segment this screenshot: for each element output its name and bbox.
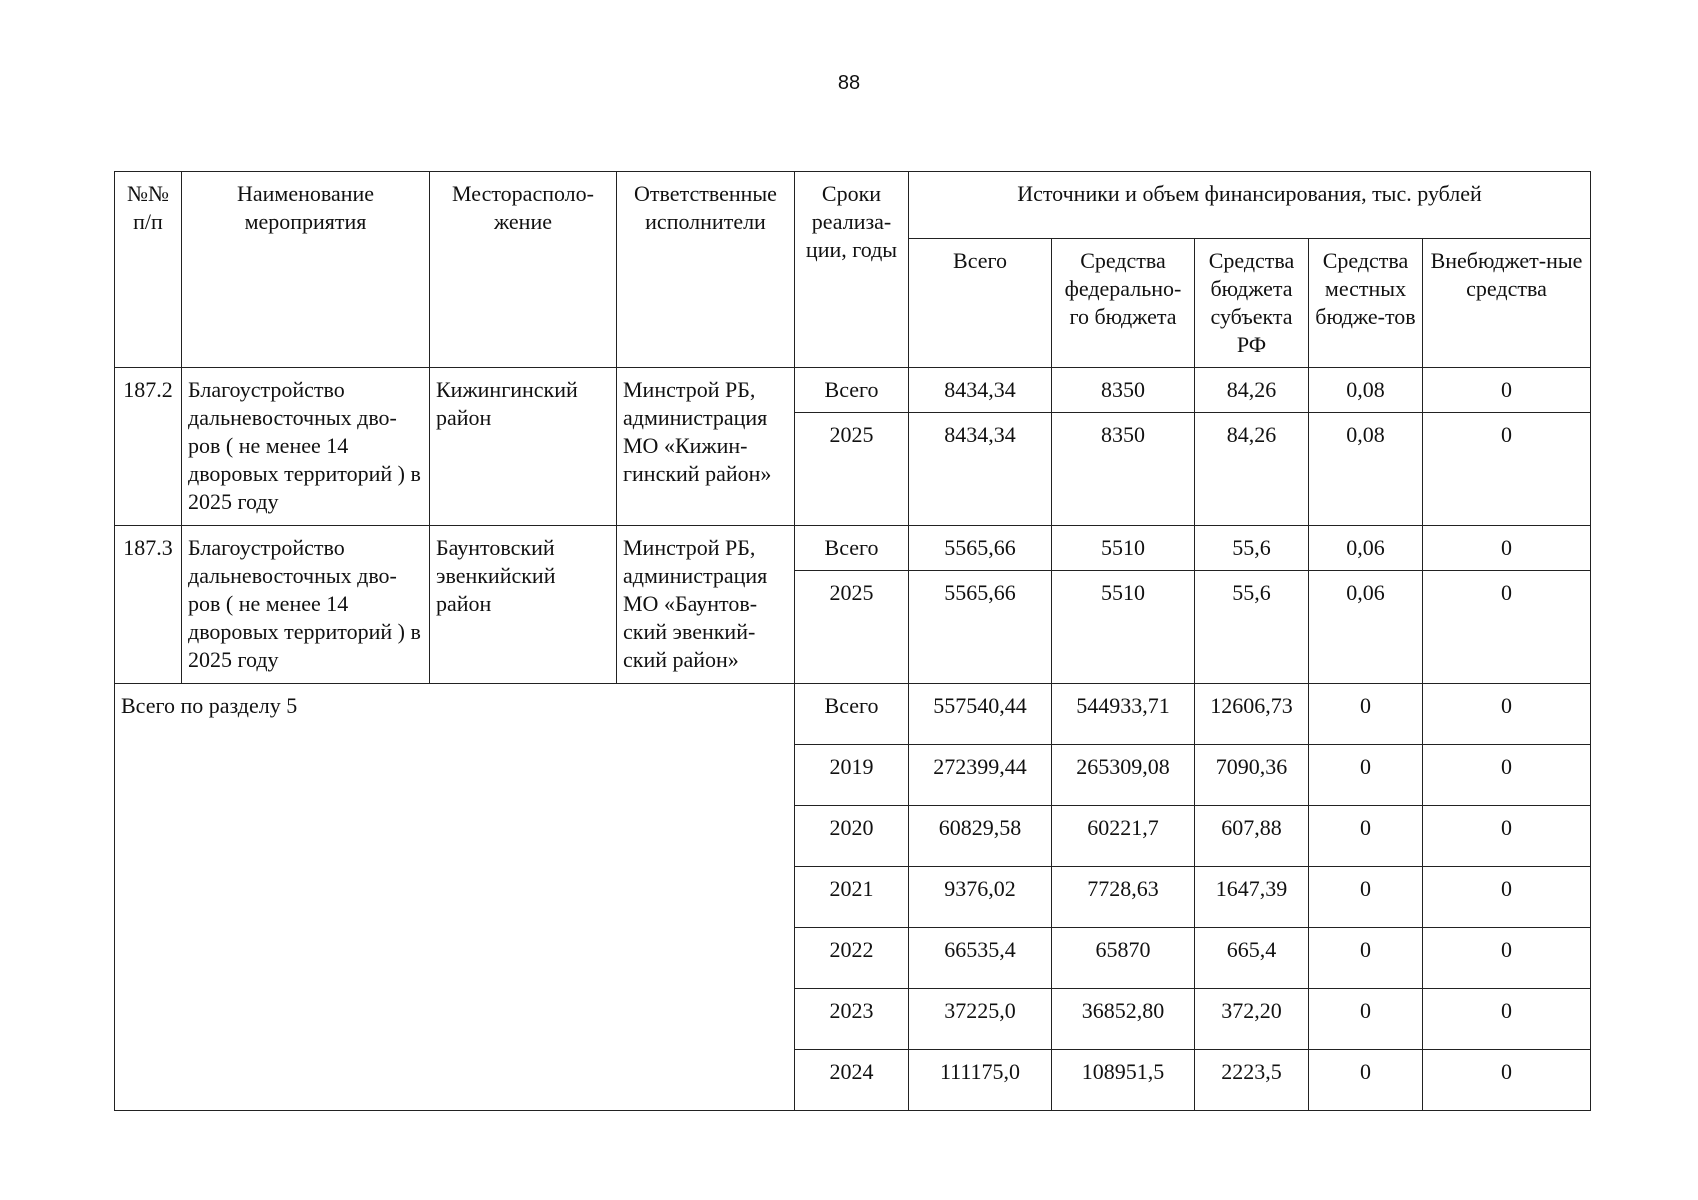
subject-cell: 55,6 <box>1195 571 1309 684</box>
item-num: 187.2 <box>115 368 182 526</box>
federal-cell: 5510 <box>1052 571 1195 684</box>
local-cell: 0 <box>1309 806 1423 867</box>
period-cell: Всего <box>795 684 909 745</box>
local-cell: 0,06 <box>1309 571 1423 684</box>
section-total-row <box>115 684 1591 745</box>
subject-cell: 55,6 <box>1195 526 1309 571</box>
item-row <box>115 368 1591 413</box>
subject-cell: 372,20 <box>1195 989 1309 1050</box>
financing-table <box>114 171 1591 1111</box>
page-number: 88 <box>837 72 861 94</box>
federal-cell: 7728,63 <box>1052 867 1195 928</box>
subject-cell: 84,26 <box>1195 368 1309 413</box>
extra-cell: 0 <box>1423 571 1591 684</box>
header-responsible: Ответственные исполнители <box>617 172 795 368</box>
item-responsible: Минстрой РБ, администрация МО «Кижин-гинский район» <box>617 368 795 526</box>
extra-cell: 0 <box>1423 368 1591 413</box>
extra-cell: 0 <box>1423 989 1591 1050</box>
total-cell: 5565,66 <box>909 571 1052 684</box>
header-total: Всего <box>909 239 1052 368</box>
total-cell: 8434,34 <box>909 368 1052 413</box>
total-cell: 66535,4 <box>909 928 1052 989</box>
federal-cell: 8350 <box>1052 368 1195 413</box>
local-cell: 0,08 <box>1309 413 1423 526</box>
period-cell: Всего <box>795 368 909 413</box>
federal-cell: 8350 <box>1052 413 1195 526</box>
header-location: Месторасполо-жение <box>430 172 617 368</box>
header-num: №№ п/п <box>115 172 182 368</box>
section-total-label: Всего по разделу 5 <box>115 684 795 1111</box>
total-cell: 557540,44 <box>909 684 1052 745</box>
period-cell: 2023 <box>795 989 909 1050</box>
federal-cell: 265309,08 <box>1052 745 1195 806</box>
item-responsible: Минстрой РБ, администрация МО «Баунтов-ский эвенкий-ский район» <box>617 526 795 684</box>
local-cell: 0,08 <box>1309 368 1423 413</box>
header-name: Наименование мероприятия <box>182 172 430 368</box>
extra-cell: 0 <box>1423 684 1591 745</box>
item-row <box>115 526 1591 571</box>
item-name: Благоустройство дальневосточных дво-ров ( не менее 14 дворовых территорий ) в 2025 году <box>182 526 430 684</box>
local-cell: 0 <box>1309 1050 1423 1111</box>
extra-cell: 0 <box>1423 806 1591 867</box>
header-sources-group: Источники и объем финансирования, тыс. рублей <box>909 172 1591 239</box>
total-cell: 272399,44 <box>909 745 1052 806</box>
local-cell: 0,06 <box>1309 526 1423 571</box>
federal-cell: 65870 <box>1052 928 1195 989</box>
period-cell: 2024 <box>795 1050 909 1111</box>
total-cell: 9376,02 <box>909 867 1052 928</box>
local-cell: 0 <box>1309 928 1423 989</box>
item-location: Кижингинский район <box>430 368 617 526</box>
extra-cell: 0 <box>1423 928 1591 989</box>
subject-cell: 607,88 <box>1195 806 1309 867</box>
federal-cell: 544933,71 <box>1052 684 1195 745</box>
item-num: 187.3 <box>115 526 182 684</box>
period-cell: 2025 <box>795 571 909 684</box>
total-cell: 37225,0 <box>909 989 1052 1050</box>
extra-cell: 0 <box>1423 526 1591 571</box>
subject-cell: 2223,5 <box>1195 1050 1309 1111</box>
federal-cell: 36852,80 <box>1052 989 1195 1050</box>
header-period: Сроки реализа-ции, годы <box>795 172 909 368</box>
total-cell: 111175,0 <box>909 1050 1052 1111</box>
subject-cell: 84,26 <box>1195 413 1309 526</box>
header-extra: Внебюджет-ные средства <box>1423 239 1591 368</box>
period-cell: 2022 <box>795 928 909 989</box>
federal-cell: 60221,7 <box>1052 806 1195 867</box>
subject-cell: 1647,39 <box>1195 867 1309 928</box>
subject-cell: 7090,36 <box>1195 745 1309 806</box>
local-cell: 0 <box>1309 989 1423 1050</box>
total-cell: 8434,34 <box>909 413 1052 526</box>
subject-cell: 665,4 <box>1195 928 1309 989</box>
extra-cell: 0 <box>1423 745 1591 806</box>
header-row-1 <box>115 172 1591 239</box>
extra-cell: 0 <box>1423 867 1591 928</box>
period-cell: 2021 <box>795 867 909 928</box>
period-cell: 2019 <box>795 745 909 806</box>
extra-cell: 0 <box>1423 413 1591 526</box>
local-cell: 0 <box>1309 684 1423 745</box>
subject-cell: 12606,73 <box>1195 684 1309 745</box>
extra-cell: 0 <box>1423 1050 1591 1111</box>
header-subject: Средства бюджета субъекта РФ <box>1195 239 1309 368</box>
period-cell: 2025 <box>795 413 909 526</box>
header-local: Средства местных бюдже-тов <box>1309 239 1423 368</box>
item-location: Баунтовский эвенкийский район <box>430 526 617 684</box>
federal-cell: 5510 <box>1052 526 1195 571</box>
item-name: Благоустройство дальневосточных дво-ров ( не менее 14 дворовых территорий ) в 2025 году <box>182 368 430 526</box>
total-cell: 5565,66 <box>909 526 1052 571</box>
local-cell: 0 <box>1309 867 1423 928</box>
period-cell: Всего <box>795 526 909 571</box>
period-cell: 2020 <box>795 806 909 867</box>
total-cell: 60829,58 <box>909 806 1052 867</box>
local-cell: 0 <box>1309 745 1423 806</box>
header-federal: Средства федерально-го бюджета <box>1052 239 1195 368</box>
federal-cell: 108951,5 <box>1052 1050 1195 1111</box>
